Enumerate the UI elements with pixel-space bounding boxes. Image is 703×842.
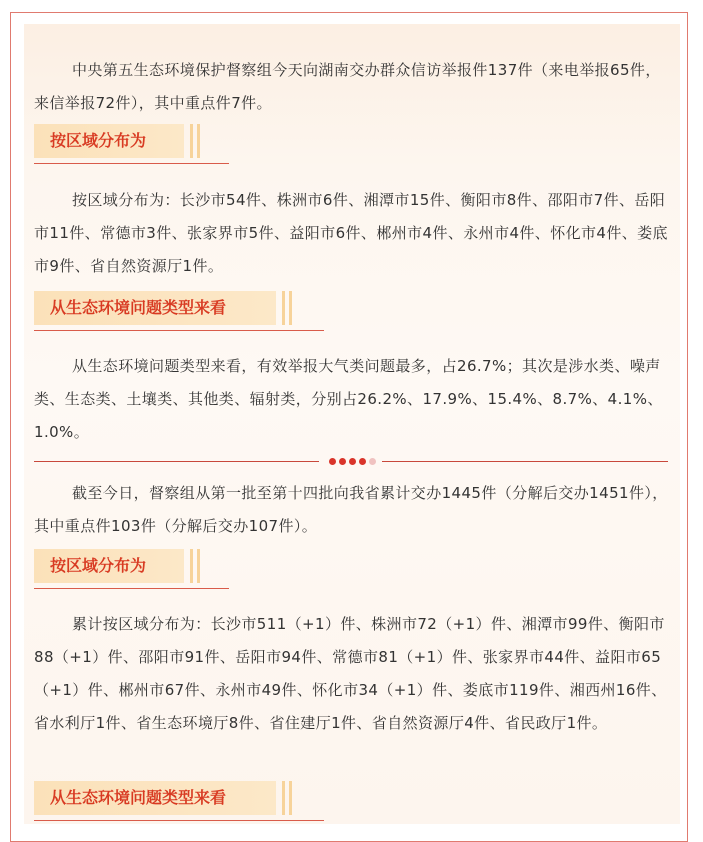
- article-card: [24, 24, 680, 824]
- divider-line-left: [34, 461, 319, 462]
- heading-deco-bar: [190, 124, 193, 158]
- heading-text: 按区域分布为: [50, 131, 147, 150]
- heading-underline: [34, 163, 229, 164]
- intro-paragraph: 中央第五生态环境保护督察组今天向湖南交办群众信访举报件137件（来电举报65件，来信举报72件），其中重点件7件。: [34, 61, 661, 112]
- heading-text: 从生态环境问题类型来看: [50, 788, 227, 807]
- section-heading-region-cumulative: [34, 549, 244, 583]
- region-paragraph: 按区域分布为：长沙市54件、株洲市6件、湘潭市15件、衡阳市8件、邵阳市7件、岳阳市11件、常德市3件、张家界市5件、益阳市6件、郴州市4件、永州市4件、怀化市4件、娄底市9件、省自然资源厅1件。: [34, 191, 668, 275]
- heading-text: 按区域分布为: [50, 556, 147, 575]
- heading-deco-bar: [282, 291, 285, 325]
- divider-dot: [339, 458, 346, 465]
- divider-dot: [369, 458, 376, 465]
- divider-dot: [349, 458, 356, 465]
- cumulative-paragraph: 截至今日，督察组从第一批至第十四批向我省累计交办1445件（分解后交办1451件），其中重点件103件（分解后交办107件）。: [34, 484, 668, 535]
- heading-deco-bar: [197, 549, 200, 583]
- heading-badge: [34, 549, 184, 583]
- region-cumulative-paragraph: 累计按区域分布为：长沙市511（+1）件、株洲市72（+1）件、湘潭市99件、衡阳市88（+1）件、邵阳市91件、岳阳市94件、常德市81（+1）件、张家界市44件、益阳市65（+1）件、郴州市67件、永州市49件、怀化市34（+1）件、娄底市119件、湘西州16件、省水利厅1件、省生态环境厅8件、省住建厅1件、省自然资源厅4件、省民政厅1件。: [34, 615, 667, 732]
- heading-badge: [34, 124, 184, 158]
- section-heading-region: [34, 124, 244, 158]
- heading-badge: [34, 781, 276, 815]
- heading-badge: [34, 291, 276, 325]
- heading-deco-bar: [197, 124, 200, 158]
- heading-deco-bar: [289, 291, 292, 325]
- heading-underline: [34, 330, 324, 331]
- heading-deco-bar: [289, 781, 292, 815]
- divider-line-right: [382, 461, 668, 462]
- heading-underline: [34, 588, 229, 589]
- heading-text: 从生态环境问题类型来看: [50, 298, 227, 317]
- section-heading-type-cumulative: [34, 781, 344, 815]
- section-heading-type: [34, 291, 344, 325]
- type-paragraph: 从生态环境问题类型来看，有效举报大气类问题最多，占26.7%；其次是涉水类、噪声类、生态类、土壤类、其他类、辐射类，分别占26.2%、17.9%、15.4%、8.7%、4.1%、1.0%。: [34, 357, 663, 441]
- heading-deco-bar: [190, 549, 193, 583]
- divider-dot: [329, 458, 336, 465]
- heading-deco-bar: [282, 781, 285, 815]
- section-divider: [34, 457, 668, 467]
- divider-dot: [359, 458, 366, 465]
